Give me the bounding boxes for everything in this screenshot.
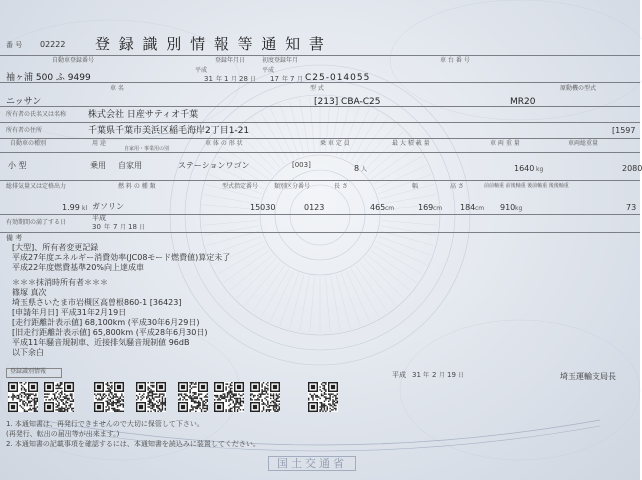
note-line: (再発行、転出の届出等が出来ます。) (6, 430, 120, 438)
remarks-label: 備 考 (6, 234, 23, 242)
body-shape: ステーションワゴン (178, 161, 250, 170)
header-make: 車 名 (110, 85, 124, 92)
day-unit: 日 (250, 76, 257, 83)
height-value: 184 (460, 203, 476, 212)
lien-line: 以下余白 (12, 348, 44, 357)
rule (0, 55, 640, 56)
header-engine-model: 原動機の型式 (560, 85, 597, 92)
month-unit: 月 (120, 224, 127, 231)
rule (0, 180, 640, 181)
ministry-seal: 国土交通省 (268, 456, 356, 471)
day-unit: 日 (458, 372, 465, 379)
fuel-type: ガソリン (92, 202, 124, 211)
month-unit: 月 (439, 372, 446, 379)
first-reg-year: 17 (270, 75, 279, 83)
capacity-value: 8 (354, 164, 360, 173)
length-value: 465 (370, 203, 386, 212)
capacity-unit: 人 (361, 166, 368, 173)
engine-model: MR20 (510, 97, 536, 107)
owner-address-label: 所有者の住所 (6, 127, 43, 134)
expiry-year: 30 (92, 223, 101, 231)
serial-label: 番 号 (6, 41, 23, 49)
header-height: 高 さ (450, 183, 464, 190)
purpose-value: 自家用 (118, 161, 142, 170)
header-width: 幅 (412, 183, 419, 190)
displacement-unit: kl (82, 205, 88, 212)
year-unit: 年 (423, 372, 430, 379)
document-title: 登 録 識 別 情 報 等 通 知 書 (95, 35, 326, 53)
header-max-load: 最 大 積 載 量 (392, 140, 430, 147)
rule (0, 122, 640, 123)
displacement-value: 1.99 (62, 203, 80, 212)
qr-code (8, 382, 38, 412)
header-chassis-number: 車 台 番 号 (440, 57, 470, 64)
qr-code (308, 382, 338, 412)
header-type-designation: 型式指定番号 (222, 183, 259, 190)
height-unit: cm (475, 205, 485, 212)
rule (0, 152, 640, 153)
qr-code (94, 382, 124, 412)
header-fuel: 燃 料 の 種 類 (118, 183, 156, 190)
header-gross-weight: 車両総重量 (568, 140, 599, 147)
month-unit: 月 (231, 76, 238, 83)
lien-line: 平成11年騒音規制車、近接排気騒音規制値 96dB (12, 338, 190, 347)
lien-line: [申請年月日] 平成31年2月19日 (12, 308, 127, 317)
vehicle-kind: 小 型 (8, 161, 27, 170)
width-unit: cm (433, 205, 443, 212)
header-purpose: 自家用・事業用の別 (124, 146, 170, 152)
era-label: 平成 (195, 67, 208, 74)
registration-info-label: 登録識別情報 (10, 368, 47, 375)
year-unit: 年 (216, 76, 223, 83)
lien-line: 埼玉県さいたま市岩槻区高曽根860-1 [36423] (12, 298, 182, 307)
remark-line: 平成22年度燃費基準20%向上達成車 (12, 263, 144, 272)
header-body-shape: 車 体 の 形 状 (205, 140, 243, 147)
axle-weight-end: 73 (626, 203, 637, 212)
header-length: 長 さ (334, 183, 348, 190)
axle-weight-front: 910 (500, 203, 516, 212)
header-usage: 用 途 (92, 140, 106, 147)
expiry-day: 18 (128, 223, 137, 231)
first-reg-month: 7 (290, 75, 295, 83)
qr-code (250, 382, 280, 412)
lien-line: 篠塚 真次 (12, 288, 47, 297)
expiry-month: 7 (113, 223, 118, 231)
gross-weight: 2080 (622, 164, 642, 173)
owner-address-ref: [1597 (612, 126, 636, 135)
serial-number: 02222 (40, 40, 66, 49)
qr-code (44, 382, 74, 412)
header-category-number: 類別区分番号 (274, 183, 311, 190)
usage-value: 乗用 (90, 161, 106, 170)
length-unit: cm (385, 205, 395, 212)
remark-line: 平成27年度エネルギー消費効率(JC08モード燃費値)算定未了 (12, 253, 231, 262)
header-registered-date: 登録年月日 (215, 57, 246, 64)
expiry-label: 有効期間の満了する日 (6, 219, 67, 226)
issue-day: 19 (447, 371, 456, 379)
vehicle-weight: 1640 (514, 164, 535, 173)
body-code: [003] (292, 161, 311, 169)
issue-era: 平成 (392, 371, 406, 379)
era-label: 平成 (262, 67, 275, 74)
remark-line: [大型]、所有者変更記録 (12, 243, 99, 252)
header-displacement: 総排気量又は定格出力 (6, 183, 67, 190)
type-designation: 15030 (250, 203, 276, 212)
make-value: ニッサン (6, 97, 42, 107)
lien-header: ＊＊＊抹消時所有者＊＊＊ (12, 278, 108, 287)
plate-number: 袖ヶ浦 500 ふ 9499 (6, 73, 91, 83)
issuing-office: 埼玉運輸支局長 (560, 372, 616, 381)
header-type: 型 式 (310, 85, 324, 92)
width-value: 169 (418, 203, 434, 212)
owner-name: 株式会社 日産サティオ千葉 (88, 110, 199, 120)
month-unit: 月 (297, 76, 304, 83)
rule (0, 138, 640, 139)
category-number: 0123 (304, 203, 325, 212)
day-unit: 日 (139, 224, 146, 231)
chassis-number: C25-014055 (305, 73, 371, 83)
header-registration-number: 自動車登録番号 (52, 57, 95, 64)
qr-code (136, 382, 166, 412)
issue-year: 31 (412, 371, 421, 379)
qr-code (178, 382, 208, 412)
owner-label: 所有者の氏名又は名称 (6, 111, 67, 118)
note-line: 2. 本通知書の記載事項を確認するには、本通知書を読込みに装置してください。 (6, 440, 260, 448)
registered-day: 28 (239, 75, 248, 83)
type-code: [213] CBA-C25 (314, 97, 381, 107)
lien-line: [走行距離計表示値] 68,100km (平成30年6月29日) (12, 318, 200, 327)
axle-unit: kg (515, 205, 523, 212)
header-first-registration: 初度登録年月 (262, 57, 299, 64)
header-vehicle-kind: 自動車の種別 (10, 140, 47, 147)
registered-year: 31 (204, 75, 213, 83)
weight-unit: kg (536, 166, 544, 173)
rule (0, 232, 640, 233)
header-axle-weights: 前前軸重 前後軸重 後前軸重 後後軸重 (484, 183, 569, 189)
note-line: 1. 本通知書は、再発行できませんので大切に保管して下さい。 (6, 420, 204, 428)
owner-address: 千葉県千葉市美浜区稲毛海岸2丁目1-21 (88, 126, 250, 136)
header-vehicle-weight: 車 両 重 量 (490, 140, 520, 147)
year-unit: 年 (282, 76, 289, 83)
lien-line: [旧走行距離計表示値] 65,800km (平成28年6月30日) (12, 328, 208, 337)
header-capacity: 乗 車 定 員 (320, 140, 350, 147)
expiry-era: 平成 (92, 214, 106, 222)
issue-month: 2 (432, 371, 437, 379)
year-unit: 年 (104, 224, 111, 231)
registered-month: 1 (224, 75, 229, 83)
qr-code (214, 382, 244, 412)
